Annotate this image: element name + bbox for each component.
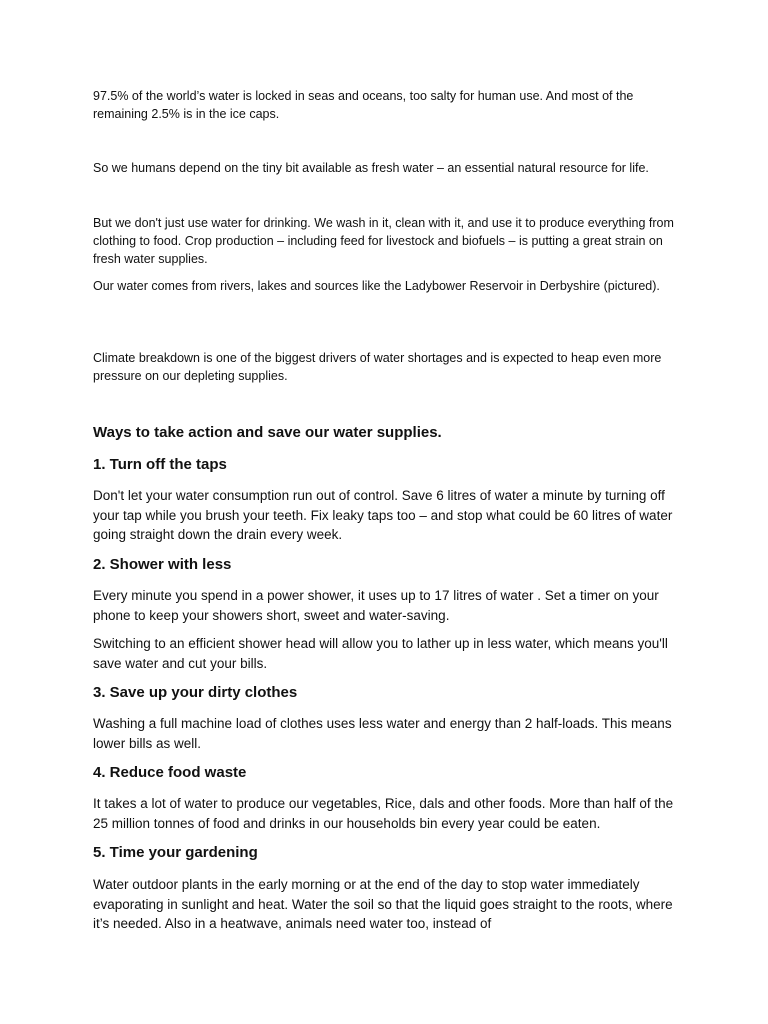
tip-2-paragraph-2: Switching to an efficient shower head will allow you to lather up in less water, which means you'll save water and cut your bills. — [93, 636, 668, 671]
intro-paragraph-4: Our water comes from rivers, lakes and sources like the Ladybower Reservoir in Derbyshire (pictured). — [93, 279, 660, 293]
section-title: Ways to take action and save our water supplies. — [93, 424, 442, 441]
tip-3-heading: 3. Save up your dirty clothes — [93, 684, 298, 701]
tip-2-heading: 2. Shower with less — [93, 556, 232, 573]
intro-paragraph-5: Climate breakdown is one of the biggest drivers of water shortages and is expected to heap even more pressure on our depleting supplies. — [93, 351, 662, 383]
intro-paragraph-2: So we humans depend on the tiny bit available as fresh water – an essential natural resource for life. — [93, 161, 649, 175]
intro-paragraph-3: But we don't just use water for drinking. We wash in it, clean with it, and use it to produce everything from clothing to food. Crop production – including feed for livestock and biofuels – is putting a great strain on fresh water supplies. — [93, 216, 674, 266]
tip-2-paragraph-1: Every minute you spend in a power shower, it uses up to 17 litres of water . Set a timer on your phone to keep your showers short, sweet and water-saving. — [93, 588, 659, 623]
tip-4-paragraph-1: It takes a lot of water to produce our vegetables, Rice, dals and other foods. More than half of the 25 million tonnes of food and drinks in our households bin every year could be eaten. — [93, 796, 674, 831]
tip-3-paragraph-1: Washing a full machine load of clothes uses less water and energy than 2 half-loads. This means lower bills as well. — [93, 716, 672, 751]
tip-1-heading: 1. Turn off the taps — [93, 456, 227, 473]
intro-paragraph-1: 97.5% of the world’s water is locked in seas and oceans, too salty for human use. And most of the remaining 2.5% is in the ice caps. — [93, 89, 634, 121]
tip-5-paragraph-1: Water outdoor plants in the early morning or at the end of the day to stop water immediately evaporating in sunlight and heat. Water the soil so that the liquid goes straight to the roots, where it’s needed. Also in a heatwave, animals need water too, instead of — [93, 877, 673, 931]
tip-4-heading: 4. Reduce food waste — [93, 764, 247, 781]
tip-5-heading: 5. Time your gardening — [93, 844, 258, 861]
tip-1-paragraph-1: Don't let your water consumption run out of control. Save 6 litres of water a minute by turning off your tap while you brush your teeth. Fix leaky taps too – and stop what could be 60 litres of water going straight down the drain every week. — [93, 488, 673, 542]
